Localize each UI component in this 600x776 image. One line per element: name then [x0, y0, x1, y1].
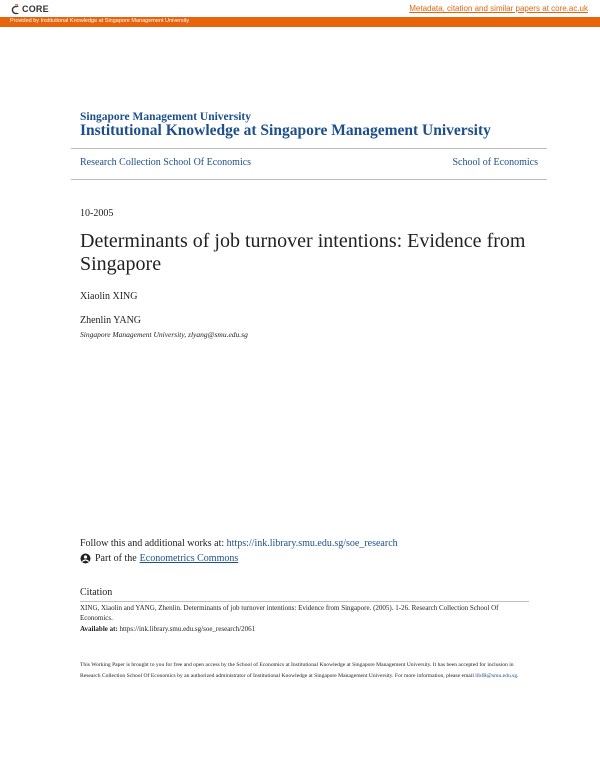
notice-end: . — [517, 672, 519, 679]
follow-url-link[interactable]: https://ink.library.smu.edu.sg/soe_research — [226, 538, 398, 549]
metadata-link[interactable]: Metadata, citation and similar papers at core.ac.uk — [409, 4, 588, 13]
available-label: Available at: — [80, 625, 118, 633]
header-divider-top — [71, 148, 547, 149]
repository-name: Institutional Knowledge at Singapore Management University — [80, 122, 491, 139]
citation-heading: Citation — [80, 587, 113, 598]
library-email-link[interactable]: libIR@smu.edu.sg — [475, 672, 518, 679]
available-url[interactable]: https://ink.library.smu.edu.sg/soe_research/2061 — [117, 625, 256, 633]
follow-label: Follow this and additional works at: — [80, 538, 227, 549]
notice-text: This Working Paper is brought to you for free and open access by the School of Economics at Institutional Knowledge at Singapore Management University. It has been accepted for inclusion in Research Collection School Of Economics by an authorized administrator of Institutional Knowledge at Singapore Management University. For more information, please email — [80, 662, 514, 679]
collection-link[interactable]: Research Collection School Of Economics — [80, 157, 252, 168]
part-of-line — [80, 553, 238, 564]
publication-date: 10-2005 — [80, 208, 114, 219]
econometrics-commons-link[interactable]: Econometrics Commons — [139, 553, 239, 564]
core-logo-icon — [11, 4, 21, 14]
part-of-label: Part of the — [95, 553, 137, 564]
open-access-notice — [80, 660, 530, 681]
core-header-bar — [0, 0, 600, 17]
author-2: Zhenlin YANG — [80, 315, 142, 326]
author-2-affiliation: Singapore Management University, zlyang@smu.edu.sg — [80, 330, 248, 339]
citation-text: XING, Xiaolin and YANG, Zhenlin. Determinants of job turnover intentions: Evidence from Singapore. (2005). 1-26. Research Collection School Of Economics. — [80, 604, 499, 622]
school-link[interactable]: School of Economics — [452, 157, 538, 168]
provided-by-bar — [0, 17, 600, 27]
institution-name: Singapore Management University — [80, 111, 252, 123]
bepress-icon — [80, 553, 91, 564]
core-logo[interactable] — [11, 2, 49, 15]
paper-title: Determinants of job turnover intentions: Evidence from Singapore — [80, 230, 526, 275]
core-logo-text: CORE — [22, 3, 49, 14]
author-1: Xiaolin XING — [80, 291, 138, 302]
citation-available — [80, 625, 255, 633]
provided-by-text[interactable]: Provided by Institutional Knowledge at Singapore Management University — [10, 18, 190, 24]
citation-divider — [80, 601, 529, 602]
header-divider-bottom — [71, 179, 547, 180]
follow-line — [80, 538, 398, 549]
